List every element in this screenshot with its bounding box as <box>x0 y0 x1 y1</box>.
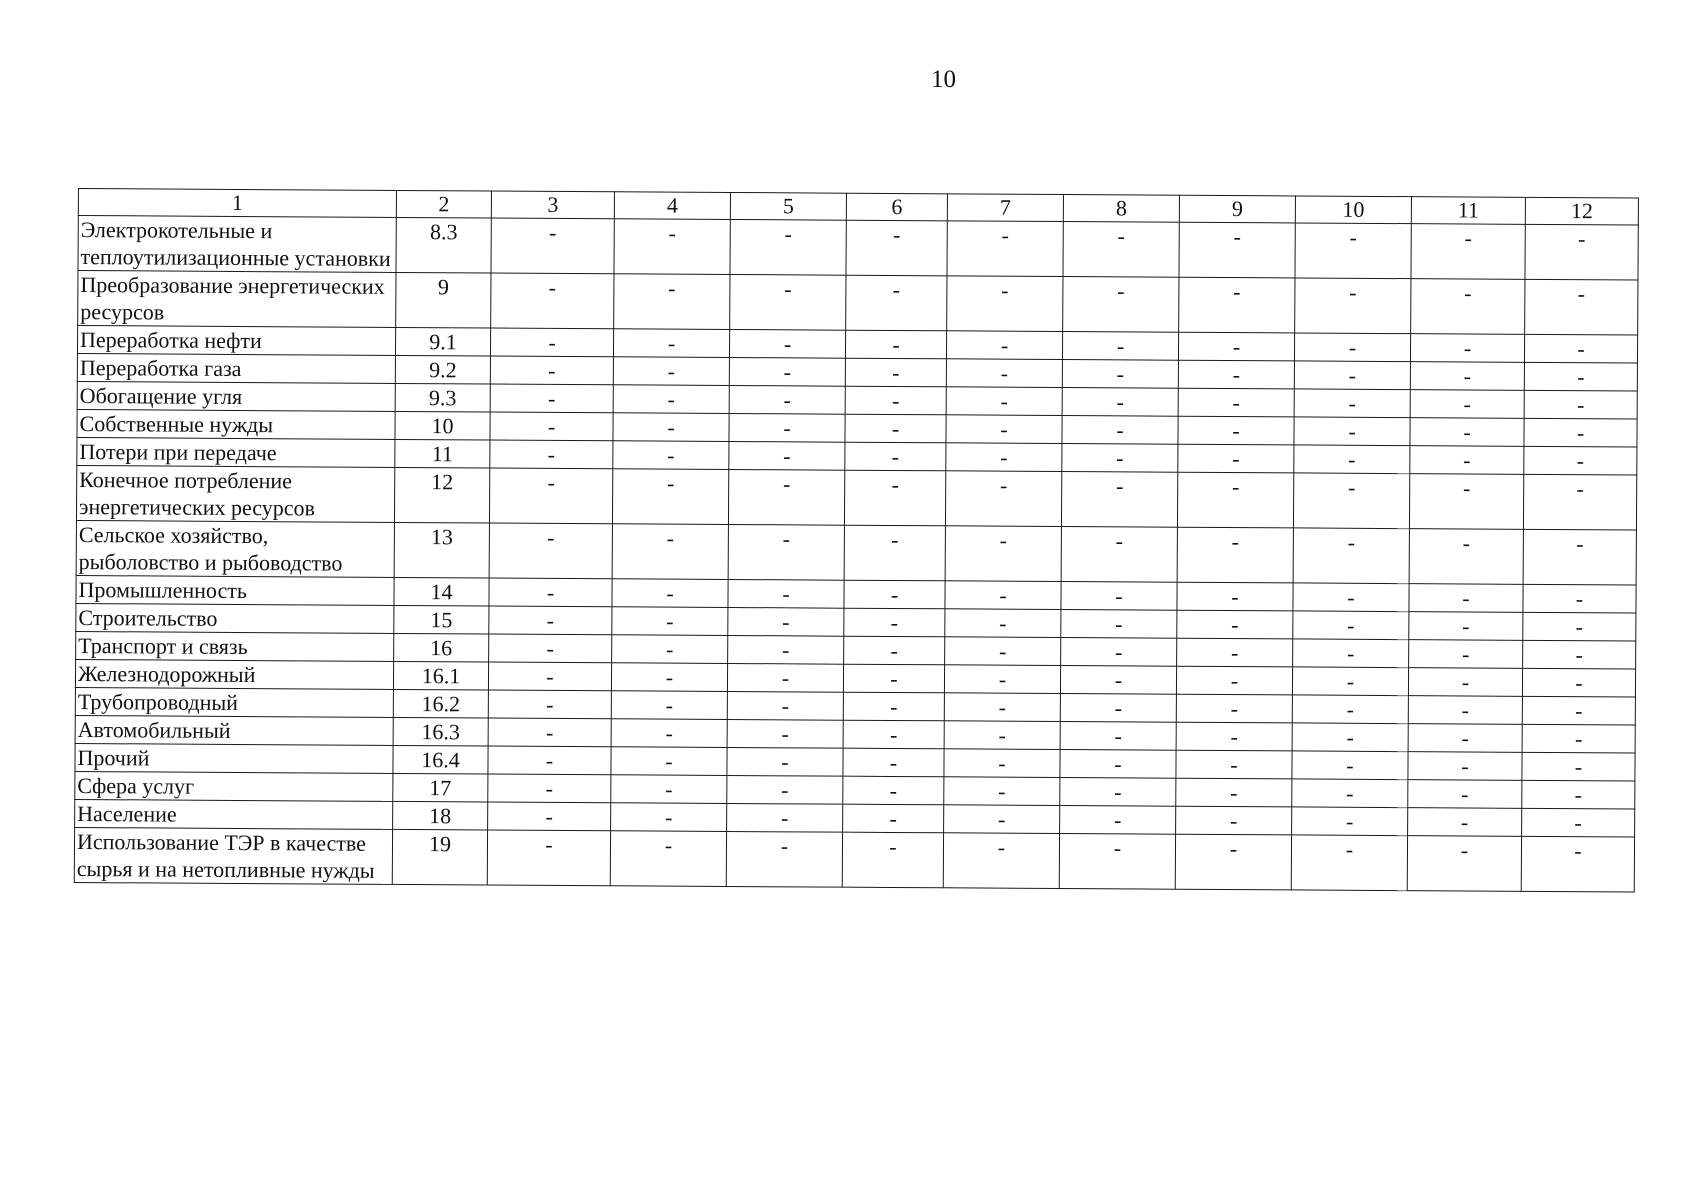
header-col-4: 4 <box>614 192 730 220</box>
row-value-col-5: - <box>727 775 843 804</box>
row-value-col-8: - <box>1062 360 1178 389</box>
row-line-code: 13 <box>394 522 489 578</box>
row-value-col-4: - <box>610 831 726 887</box>
row-value-col-5: - <box>729 413 845 442</box>
row-indicator-name: Обогащение угля <box>77 381 395 411</box>
row-value-col-3: - <box>489 523 612 579</box>
row-line-code: 14 <box>394 577 489 606</box>
row-indicator-name: Собственные нужды <box>77 409 395 439</box>
row-value-col-11: - <box>1407 836 1521 892</box>
row-line-code: 16.4 <box>393 745 488 774</box>
row-value-col-12: - <box>1522 752 1635 781</box>
row-value-col-3: - <box>490 412 613 441</box>
row-value-col-4: - <box>614 274 730 330</box>
row-value-col-7: - <box>944 749 1060 778</box>
row-value-col-10: - <box>1295 223 1411 279</box>
row-value-col-12: - <box>1525 224 1638 280</box>
row-value-col-7: - <box>944 721 1060 750</box>
row-line-code: 19 <box>392 829 487 885</box>
row-value-col-9: - <box>1176 750 1292 779</box>
table-row <box>76 465 1636 530</box>
row-value-col-5: - <box>727 691 843 720</box>
row-value-col-9: - <box>1176 666 1292 695</box>
row-value-col-11: - <box>1410 334 1524 363</box>
row-indicator-name: Переработка газа <box>77 353 395 383</box>
row-value-col-6: - <box>845 330 946 359</box>
row-value-col-11: - <box>1411 224 1525 280</box>
row-value-col-4: - <box>612 607 728 636</box>
row-value-col-8: - <box>1063 277 1179 333</box>
row-value-col-9: - <box>1177 527 1293 583</box>
row-value-col-6: - <box>843 720 944 749</box>
row-value-col-7: - <box>947 221 1063 277</box>
row-value-col-10: - <box>1293 583 1409 612</box>
row-value-col-6: - <box>843 804 944 833</box>
row-value-col-8: - <box>1060 750 1176 779</box>
row-line-code: 10 <box>395 411 490 440</box>
row-value-col-10: - <box>1292 667 1408 696</box>
row-line-code: 9 <box>396 272 491 328</box>
row-value-col-8: - <box>1061 582 1177 611</box>
table-row <box>78 271 1638 336</box>
row-value-col-4: - <box>611 719 727 748</box>
row-value-col-10: - <box>1294 361 1410 390</box>
row-value-col-3: - <box>489 468 612 524</box>
row-value-col-8: - <box>1062 444 1178 473</box>
row-line-code: 9.2 <box>395 355 490 384</box>
row-value-col-9: - <box>1177 610 1293 639</box>
row-value-col-9: - <box>1177 472 1293 528</box>
row-value-col-7: - <box>944 693 1060 722</box>
row-value-col-8: - <box>1060 666 1176 695</box>
header-col-12: 12 <box>1525 197 1638 225</box>
row-value-col-8: - <box>1062 332 1178 361</box>
row-value-col-5: - <box>728 524 844 580</box>
header-col-7: 7 <box>947 194 1063 222</box>
row-value-col-11: - <box>1409 612 1523 641</box>
header-col-6: 6 <box>846 193 947 221</box>
header-col-2: 2 <box>396 190 491 218</box>
row-value-col-7: - <box>946 359 1062 388</box>
row-value-col-5: - <box>726 831 842 887</box>
row-value-col-3: - <box>489 578 612 607</box>
row-value-col-9: - <box>1176 806 1292 835</box>
row-value-col-3: - <box>488 802 611 831</box>
row-value-col-5: - <box>730 219 846 275</box>
row-value-col-11: - <box>1410 418 1524 447</box>
header-col-10: 10 <box>1295 196 1411 224</box>
row-value-col-12: - <box>1522 668 1635 697</box>
row-value-col-7: - <box>946 443 1062 472</box>
row-value-col-3: - <box>489 606 612 635</box>
row-value-col-11: - <box>1408 752 1522 781</box>
row-value-col-3: - <box>488 690 611 719</box>
row-value-col-4: - <box>613 385 729 414</box>
row-value-col-9: - <box>1176 722 1292 751</box>
row-value-col-4: - <box>613 329 729 358</box>
row-line-code: 15 <box>394 605 489 634</box>
table-row <box>78 216 1638 281</box>
row-indicator-name: Железнодорожный <box>75 659 393 689</box>
row-value-col-10: - <box>1292 779 1408 808</box>
row-indicator-name: Автомобильный <box>75 715 393 745</box>
row-value-col-3: - <box>490 328 613 357</box>
row-value-col-7: - <box>944 777 1060 806</box>
row-value-col-3: - <box>488 662 611 691</box>
row-indicator-name: Электрокотельные и теплоутилизационные установки <box>78 216 396 273</box>
row-value-col-6: - <box>846 220 947 276</box>
row-indicator-name: Прочий <box>75 743 393 773</box>
row-value-col-5: - <box>728 579 844 608</box>
row-value-col-5: - <box>729 357 845 386</box>
row-value-col-10: - <box>1293 528 1409 584</box>
row-value-col-4: - <box>613 357 729 386</box>
row-value-col-12: - <box>1523 474 1636 530</box>
row-indicator-name: Трубопроводный <box>75 687 393 717</box>
row-value-col-12: - <box>1522 724 1635 753</box>
row-value-col-10: - <box>1294 389 1410 418</box>
row-value-col-10: - <box>1294 417 1410 446</box>
row-value-col-6: - <box>843 748 944 777</box>
row-value-col-12: - <box>1524 418 1637 447</box>
row-value-col-4: - <box>611 663 727 692</box>
row-value-col-11: - <box>1409 640 1523 669</box>
row-value-col-3: - <box>488 718 611 747</box>
row-line-code: 16 <box>394 633 489 662</box>
row-value-col-3: - <box>488 746 611 775</box>
row-value-col-10: - <box>1293 611 1409 640</box>
energy-balance-table <box>74 188 1639 893</box>
row-value-col-5: - <box>727 663 843 692</box>
row-value-col-7: - <box>946 387 1062 416</box>
row-line-code: 8.3 <box>396 217 491 273</box>
row-value-col-7: - <box>945 637 1061 666</box>
row-value-col-11: - <box>1409 584 1523 613</box>
row-value-col-4: - <box>611 691 727 720</box>
row-value-col-6: - <box>845 386 946 415</box>
row-value-col-9: - <box>1178 388 1294 417</box>
row-value-col-11: - <box>1408 696 1522 725</box>
row-value-col-7: - <box>946 331 1062 360</box>
row-value-col-4: - <box>612 579 728 608</box>
row-indicator-name: Использование ТЭР в качестве сырья и на нетопливные нужды <box>74 827 392 884</box>
row-value-col-7: - <box>946 415 1062 444</box>
row-value-col-6: - <box>845 414 946 443</box>
row-value-col-12: - <box>1523 529 1636 585</box>
row-value-col-5: - <box>727 719 843 748</box>
row-value-col-9: - <box>1177 582 1293 611</box>
row-value-col-6: - <box>845 442 946 471</box>
row-line-code: 18 <box>393 801 488 830</box>
row-value-col-5: - <box>727 803 843 832</box>
row-value-col-7: - <box>944 805 1060 834</box>
row-value-col-4: - <box>611 747 727 776</box>
row-value-col-6: - <box>844 636 945 665</box>
row-value-col-9: - <box>1178 332 1294 361</box>
row-value-col-8: - <box>1061 527 1177 583</box>
row-value-col-11: - <box>1410 390 1524 419</box>
table-row <box>74 827 1634 892</box>
row-value-col-12: - <box>1523 640 1636 669</box>
row-value-col-3: - <box>491 218 614 274</box>
row-value-col-10: - <box>1292 751 1408 780</box>
row-line-code: 16.1 <box>393 661 488 690</box>
row-value-col-5: - <box>729 329 845 358</box>
row-value-col-9: - <box>1176 694 1292 723</box>
row-indicator-name: Сфера услуг <box>75 771 393 801</box>
row-value-col-11: - <box>1408 808 1522 837</box>
table-row <box>76 520 1636 585</box>
row-value-col-4: - <box>612 635 728 664</box>
row-indicator-name: Строительство <box>76 603 394 633</box>
row-indicator-name: Конечное потребление энергетических ресурсов <box>76 465 394 522</box>
row-value-col-4: - <box>612 524 728 580</box>
row-value-col-5: - <box>729 385 845 414</box>
row-value-col-12: - <box>1523 584 1636 613</box>
row-value-col-8: - <box>1061 638 1177 667</box>
row-value-col-3: - <box>487 830 610 886</box>
row-value-col-6: - <box>844 470 945 526</box>
row-value-col-10: - <box>1292 695 1408 724</box>
row-value-col-6: - <box>844 608 945 637</box>
row-value-col-10: - <box>1292 807 1408 836</box>
row-value-col-12: - <box>1524 446 1637 475</box>
row-value-col-11: - <box>1411 279 1525 335</box>
row-value-col-11: - <box>1410 362 1524 391</box>
row-value-col-9: - <box>1178 416 1294 445</box>
row-indicator-name: Промышленность <box>76 575 394 605</box>
row-value-col-3: - <box>490 440 613 469</box>
table-body <box>74 216 1638 893</box>
row-value-col-9: - <box>1177 638 1293 667</box>
row-value-col-9: - <box>1178 444 1294 473</box>
row-value-col-12: - <box>1525 279 1638 335</box>
row-value-col-6: - <box>843 692 944 721</box>
row-value-col-10: - <box>1293 473 1409 529</box>
header-col-11: 11 <box>1411 197 1525 225</box>
row-value-col-10: - <box>1293 639 1409 668</box>
row-value-col-12: - <box>1524 362 1637 391</box>
row-value-col-6: - <box>844 580 945 609</box>
row-value-col-11: - <box>1408 668 1522 697</box>
row-value-col-7: - <box>947 276 1063 332</box>
row-value-col-12: - <box>1521 836 1634 892</box>
row-value-col-8: - <box>1062 416 1178 445</box>
row-value-col-9: - <box>1178 360 1294 389</box>
row-line-code: 12 <box>394 467 489 523</box>
row-value-col-5: - <box>728 635 844 664</box>
row-value-col-8: - <box>1060 694 1176 723</box>
row-indicator-name: Население <box>75 799 393 829</box>
row-value-col-3: - <box>491 273 614 329</box>
row-value-col-10: - <box>1295 278 1411 334</box>
row-indicator-name: Переработка нефти <box>77 326 395 356</box>
row-value-col-8: - <box>1060 722 1176 751</box>
row-value-col-4: - <box>613 441 729 470</box>
row-value-col-4: - <box>611 803 727 832</box>
row-value-col-7: - <box>943 833 1059 889</box>
row-value-col-7: - <box>944 665 1060 694</box>
row-line-code: 9.1 <box>395 327 490 356</box>
row-indicator-name: Преобразование энергетических ресурсов <box>78 271 396 328</box>
row-value-col-8: - <box>1059 834 1175 890</box>
row-indicator-name: Потери при передаче <box>77 437 395 467</box>
row-value-col-6: - <box>846 275 947 331</box>
row-value-col-12: - <box>1522 780 1635 809</box>
row-value-col-6: - <box>842 832 943 888</box>
row-value-col-10: - <box>1294 333 1410 362</box>
row-value-col-5: - <box>729 441 845 470</box>
energy-balance-table-container <box>74 188 1638 893</box>
row-value-col-11: - <box>1410 446 1524 475</box>
row-value-col-11: - <box>1409 529 1523 585</box>
row-indicator-name: Сельское хозяйство, рыболовство и рыбоводство <box>76 520 394 577</box>
row-value-col-8: - <box>1061 610 1177 639</box>
row-value-col-8: - <box>1062 388 1178 417</box>
row-value-col-4: - <box>614 219 730 275</box>
header-col-5: 5 <box>730 192 846 220</box>
row-value-col-10: - <box>1294 445 1410 474</box>
row-value-col-10: - <box>1291 835 1407 891</box>
row-value-col-7: - <box>945 581 1061 610</box>
row-line-code: 11 <box>395 439 490 468</box>
row-value-col-11: - <box>1409 474 1523 530</box>
row-value-col-8: - <box>1060 778 1176 807</box>
row-value-col-8: - <box>1061 472 1177 528</box>
row-value-col-6: - <box>845 358 946 387</box>
row-value-col-3: - <box>488 774 611 803</box>
row-value-col-12: - <box>1522 696 1635 725</box>
row-value-col-11: - <box>1408 780 1522 809</box>
row-value-col-8: - <box>1063 222 1179 278</box>
row-value-col-4: - <box>612 469 728 525</box>
row-value-col-6: - <box>843 664 944 693</box>
row-value-col-12: - <box>1524 390 1637 419</box>
row-value-col-5: - <box>728 469 844 525</box>
row-value-col-12: - <box>1524 334 1637 363</box>
row-value-col-11: - <box>1408 724 1522 753</box>
row-value-col-3: - <box>490 356 613 385</box>
row-value-col-9: - <box>1179 277 1295 333</box>
row-value-col-9: - <box>1179 222 1295 278</box>
row-value-col-3: - <box>489 634 612 663</box>
header-col-3: 3 <box>491 191 614 219</box>
header-col-9: 9 <box>1179 195 1295 223</box>
row-line-code: 16.2 <box>393 689 488 718</box>
row-line-code: 17 <box>393 773 488 802</box>
row-value-col-5: - <box>730 274 846 330</box>
row-value-col-7: - <box>945 471 1061 527</box>
row-value-col-7: - <box>945 526 1061 582</box>
row-value-col-12: - <box>1523 612 1636 641</box>
row-indicator-name: Транспорт и связь <box>76 631 394 661</box>
row-value-col-9: - <box>1175 834 1291 890</box>
row-value-col-4: - <box>611 775 727 804</box>
row-value-col-9: - <box>1176 778 1292 807</box>
row-value-col-3: - <box>490 384 613 413</box>
row-value-col-10: - <box>1292 723 1408 752</box>
row-value-col-12: - <box>1522 808 1635 837</box>
row-value-col-4: - <box>613 413 729 442</box>
header-col-8: 8 <box>1063 195 1179 223</box>
row-value-col-6: - <box>843 776 944 805</box>
page-number: 10 <box>931 66 956 93</box>
row-value-col-8: - <box>1060 806 1176 835</box>
row-value-col-6: - <box>844 525 945 581</box>
row-value-col-5: - <box>727 747 843 776</box>
row-value-col-5: - <box>728 607 844 636</box>
row-value-col-7: - <box>945 609 1061 638</box>
row-line-code: 9.3 <box>395 383 490 412</box>
row-line-code: 16.3 <box>393 717 488 746</box>
header-col-1: 1 <box>78 189 396 218</box>
